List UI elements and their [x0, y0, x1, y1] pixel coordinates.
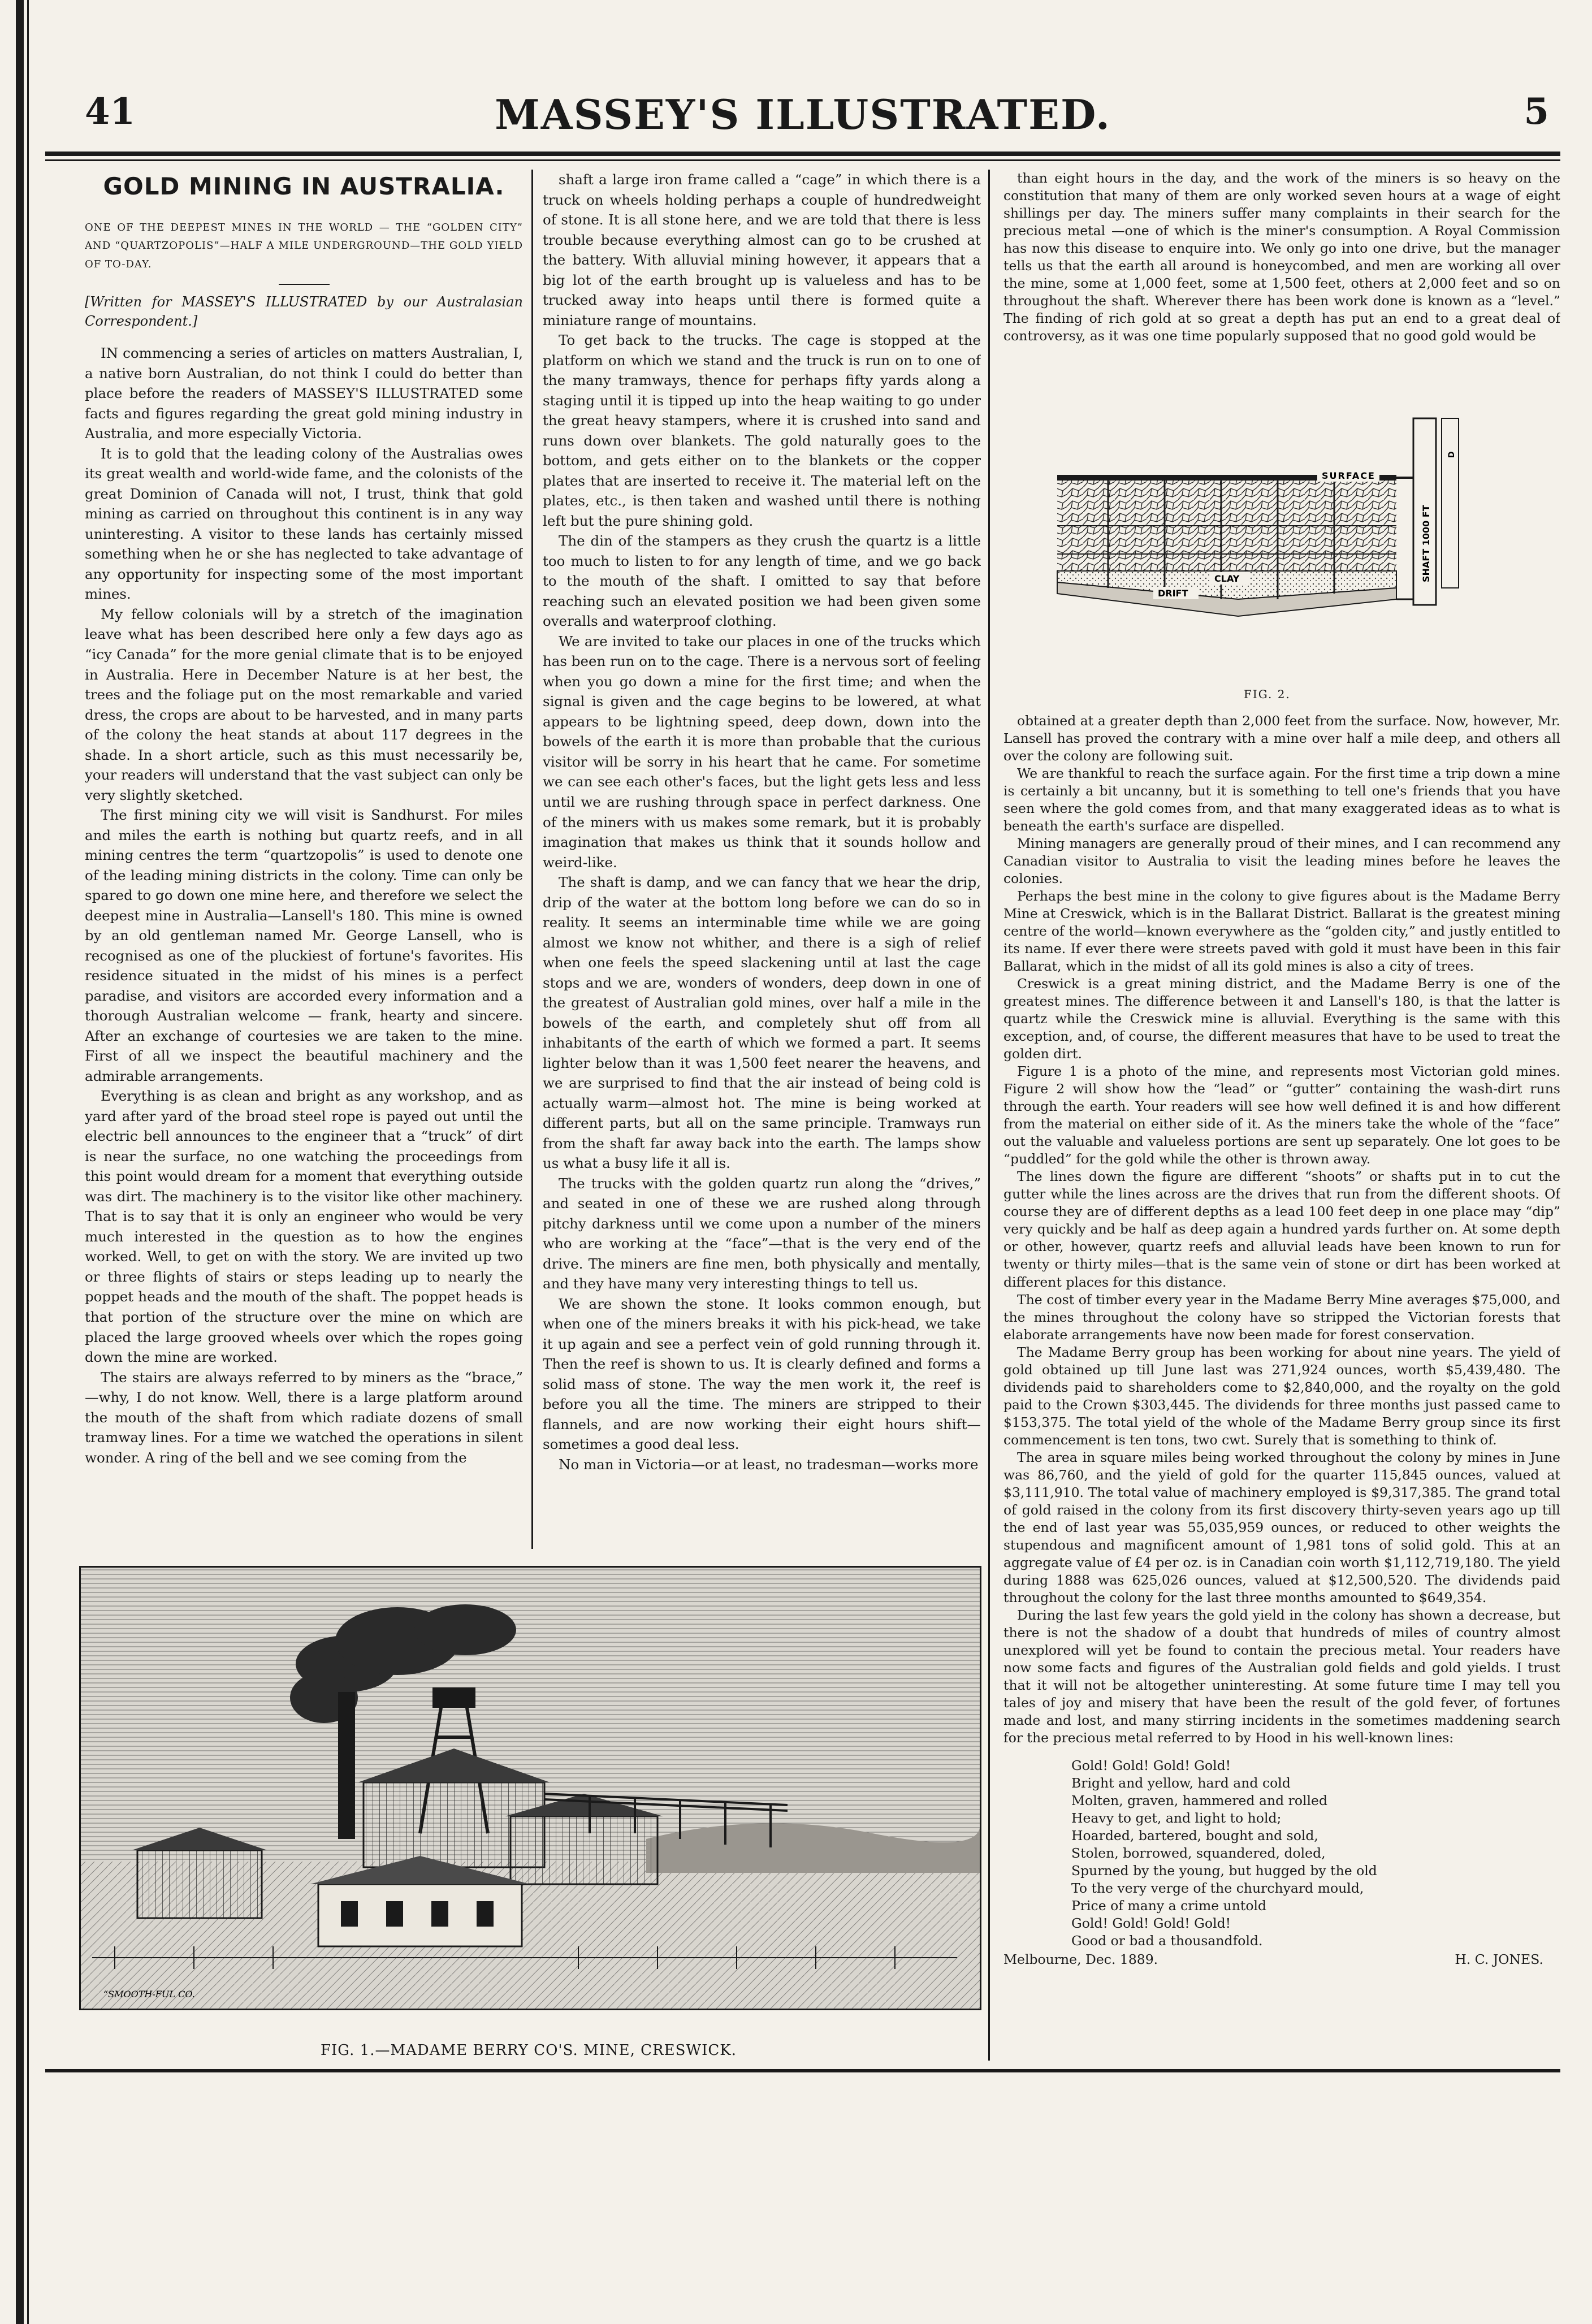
column-divider-2: [988, 170, 990, 2061]
fig1-engraver-mark: “SMOOTH-FUL CO.: [103, 1989, 195, 2000]
column-3-bottom: [1003, 712, 1560, 2063]
poem-line: Gold! Gold! Gold! Gold!: [1071, 1757, 1231, 1773]
article-subhead: ONE OF THE DEEPEST MINES IN THE WORLD — THE “GOLDEN CITY” AND “QUARTZOPOLIS”—HALF A MILE UNDERGROUND—THE GOLD YIELD OF TO-DAY.: [85, 221, 523, 270]
column-2-body: [543, 170, 981, 1475]
dateline: Melbourne, Dec. 1889.: [1003, 1951, 1158, 1968]
column-3-top: [1003, 170, 1560, 407]
figure-1-illustration: [79, 1566, 981, 2010]
column-1-body: [85, 343, 523, 1468]
column-divider-1: [531, 170, 533, 1549]
article-signoff: [1003, 1951, 1560, 1968]
paragraph: Everything is as clean and bright as any workshop, and as yard after yard of the broad steel rope is payed out until the electric bell announces to the engineer that a “truck” of dirt is near the surface, no one watching the proceedings from this point would dream for a moment that everything outside was dirt. The machinery is to the visitor like other machinery. That is to say that it is only an engineer who would be very much interested in the question as to how the engines worked. Well, to get on with the story. We are invited up two or three flights of stairs or steps leading up to nearly the poppet heads and the mouth of the shaft. The poppet heads is that portion of the structure over the mine on which are placed the large grooved wheels over which the ropes going down the mine are worked.: [85, 1088, 523, 1366]
figure-2-caption: FIG. 2.: [1244, 687, 1291, 701]
page-number-left: 41: [85, 90, 136, 133]
paragraph: We are thankful to reach the surface again. For the first time a trip down a mine is certainly a bit uncanny, but it is something to tell one's friends that you have seen where the gold comes from, and that many exaggerated ideas as to what is beneath the earth's surface are dispelled.: [1003, 765, 1560, 834]
header-rule-thin: [45, 159, 1560, 161]
paragraph: The stairs are always referred to by miners as the “brace,” —why, I do not know. Well, there is a large platform around the mouth of the shaft from which radiate dozens of small tramway lines. For a time we watched the operations in silent wonder. A ring of the bell and we see coming from the: [85, 1369, 523, 1466]
page-header: [45, 90, 1560, 153]
poem-line: Price of many a crime untold: [1071, 1898, 1267, 1914]
fig1-svg: [81, 1568, 980, 2009]
paragraph: The area in square miles being worked throughout the colony by mines in June was 86,760, and the yield of gold for the quarter 115,845 ounces, valued at $3,111,910. The total value of machinery employed is $9,317,385. The grand total of gold raised in the colony from its first discovery thirty-seven years ago up till the end of last year was 55,035,959 ounces, or reduced to other weights the stupendous and magnificent amount of 1,981 tons of solid gold. This at an aggregate value of £4 per oz. is in Canadian coin worth $1,112,719,180. The yield during 1888 was 625,026 ounces, valued at $12,500,520. The dividends paid throughout the colony for the last three months amounted to $649,354.: [1003, 1449, 1560, 1605]
paragraph: To get back to the trucks. The cage is stopped at the platform on which we stand and the truck is run on to one of the many tramways, thence for perhaps fifty yards along a staging until it is tipped up into the heap waiting to go under the great heavy stampers, where it is crushed into sand and runs down over blankets. The gold naturally goes to the bottom, and gets either on to the blankets or the copper plates that are inserted to receive it. The material left on the plates, etc., is then taken and washed until there is nothing left but the pure shining gold.: [543, 332, 981, 529]
paragraph: The cost of timber every year in the Madame Berry Mine averages $75,000, and the mines throughout the colony have so stripped the Victorian forests that elaborate arrangements have now been made for forest conservation.: [1003, 1291, 1560, 1343]
poem-line: Stolen, borrowed, squandered, doled,: [1071, 1845, 1326, 1861]
poem-line: To the very verge of the churchyard mould,: [1071, 1880, 1364, 1897]
poem-line: Bright and yellow, hard and cold: [1071, 1775, 1291, 1791]
paragraph: The shaft is damp, and we can fancy that we hear the drip, drip of the water at the bottom long before we can do so in reality. It seems an interminable time while we are going almost we know not whither, and there is a sigh of relief when one feels the speed slackening until at last the cage stops and we are, wonders of wonders, deep down in one of the greatest of Australian gold mines, over half a mile in the bowels of the earth, and completely shut off from all inhabitants of the earth of which we formed a part. It seems lighter below than it was 1,500 feet nearer the heavens, and we are surprised to find that the air instead of being cold is actually warm—almost hot. The mine is being worked at different parts, but all on the same principle. Tramways run from the shaft far away back into the earth. The lamps show us what a busy life it all is.: [543, 874, 981, 1172]
paragraph: The din of the stampers as they crush the quartz is a little too much to listen to for any length of time, and we go back to the mouth of the shaft. I omitted to say that before reaching such an elevated position we had been given some overalls and waterproof clothing.: [543, 533, 981, 630]
paragraph: obtained at a greater depth than 2,000 feet from the surface. Now, however, Mr. Lansell has proved the contrary with a mine over half a mile deep, and others all over the colony are following suit.: [1003, 713, 1560, 764]
paragraph: The first mining city we will visit is Sandhurst. For miles and miles the earth is nothing but quartz reefs, and in all mining centres the term “quartzopolis” is used to denote one of the leading mining districts in the colony. Time can only be spared to go down one mine here, and therefore we select the deepest mine in Australia—Lansell's 180. This mine is owned by an old gentleman named Mr. George Lansell, who is recognised as one of the pluckiest of fortune's favorites. His residence situated in the midst of his mines is a perfect paradise, and visitors are accorded every information and a thorough Australian welcome — frank, hearty and sincere. After an exchange of courtesies we are taken to the mine. First of all we inspect the beautiful machinery and the admirable arrangements.: [85, 807, 523, 1084]
paragraph: We are invited to take our places in one of the trucks which has been run on to the cage. There is a nervous sort of feeling when you go down a mine for the first time; and when the signal is given and the cage begins to be lowered, at what appears to be lightning speed, deep down, down into the bowels of the earth it is more than probable that the curious visitor will be sorry in his heart that he came. For sometime we can see each other's faces, but the light gets less and less until we are rushing through space in perfect darkness. One of the miners with us makes some remark, but it is probably imagination that makes us think that it sounds hollow and weird-like.: [543, 633, 981, 871]
column-2: [543, 170, 981, 1549]
column-3-top-body: [1003, 170, 1560, 345]
paragraph: The trucks with the golden quartz run along the “drives,” and seated in one of these we are rushed along through pitchy darkness until we come upon a number of the miners who are working at the “face”—that is the very end of the drive. The miners are fine men, both physically and mentally, and they have many very interesting things to tell us.: [543, 1175, 981, 1292]
paragraph: Mining managers are generally proud of their mines, and I can recommend any Canadian visitor to Australia to visit the leading mines before he leaves the colonies.: [1003, 836, 1560, 887]
fig2-secondary-shaft: [1442, 418, 1459, 588]
column-1: [85, 170, 523, 1555]
paragraph: No man in Victoria—or at least, no tradesman—works more: [559, 1456, 979, 1473]
paragraph: The Madame Berry group has been working for about nine years. The yield of gold obtained up till June last was 271,924 ounces, worth $5,439,480. The dividends paid to shareholders come to $2,840,000, and the royalty on the gold paid to the Crown $303,445. The dividends for three months just passed came to $153,375. The total yield of the whole of the Madame Berry group since its first commencement is ten tons, two cwt. Surely that is something to think of.: [1003, 1344, 1560, 1448]
poem-line: Gold! Gold! Gold! Gold!: [1071, 1915, 1231, 1932]
fig1-chimney: [338, 1692, 355, 1839]
masthead: MASSEY'S ILLUSTRATED.: [495, 90, 1111, 139]
poem-line: Hoarded, bartered, bought and sold,: [1071, 1827, 1318, 1843]
short-divider: [279, 284, 330, 285]
fig2-shaft2-label: D: [1447, 451, 1456, 458]
paragraph: Figure 1 is a photo of the mine, and represents most Victorian gold mines. Figure 2 will show how the “lead” or “gutter” containing the wash-dirt runs through the earth. Your readers will see how well defined it is and how different from the material on either side of it. As the miners take the whole of the “face” out the valuable and valueless portions are sent up separately. One lot goes to be “puddled” for the gold while the other is thrown away.: [1003, 1063, 1560, 1167]
paragraph: than eight hours in the day, and the work of the miners is so heavy on the constitution that many of them are only worked seven hours at a wage of eight shillings per day. The miners suffer many complaints in their search for the precious metal —one of which is the miner's consumption. A Royal Commission has now this disease to enquire into. We only go into one drive, but the manager tells us that the earth all around is honeycombed, and men are working all over the mine, some at 1,000 feet, some at 1,500 feet, others at 2,000 feet and so on throughout the shaft. Wherever there has been work done is known as a “level.” The finding of rich gold at so great a depth has put an end to a great deal of controversy, as it was one time popularly supposed that no good gold would be: [1003, 170, 1560, 344]
hood-poem: [1071, 1757, 1560, 1950]
article-byline: [Written for MASSEY'S ILLUSTRATED by our Australasian Correspondent.]: [85, 294, 523, 329]
paragraph: Creswick is a great mining district, and the Madame Berry is one of the greatest mines. The difference between it and Lansell's 180, is that the latter is quartz while the Creswick mine is alluvial. Everything is the same with this exception, and, of course, the different measures that have to be used to treat the golden dirt.: [1003, 976, 1560, 1062]
left-binding-rule-thin: [27, 0, 29, 2324]
fig2-svg: [1052, 413, 1470, 656]
signature: H. C. JONES.: [1455, 1951, 1543, 1968]
figure-2-diagram: [1052, 413, 1470, 656]
column-3-bottom-body: [1003, 712, 1560, 1747]
fig1-left-hut: [137, 1850, 262, 1918]
header-rule: [45, 152, 1560, 156]
poem-line: Heavy to get, and light to hold;: [1071, 1810, 1282, 1826]
fig2-clay-label: CLAY: [1214, 573, 1240, 584]
fig2-surface-label: SURFACE: [1322, 470, 1375, 481]
paragraph: Perhaps the best mine in the colony to give figures about is the Madame Berry Mine at Creswick, which is in the Ballarat District. Ballarat is the greatest mining centre of the world—known everywhere as the “golden city,” and justly entitled to its name. If ever there were streets paved with gold it must have been in this fair Ballarat, which in the midst of all its gold mines is also a city of trees.: [1003, 888, 1560, 975]
poem-line: Molten, graven, hammered and rolled: [1071, 1792, 1327, 1808]
paragraph: IN commencing a series of articles on matters Australian, I, a native born Australian, do not think I could do better than place before the readers of MASSEY'S ILLUSTRATED some facts and figures regarding the great gold mining industry in Australia, and more especially Victoria.: [85, 345, 523, 442]
page-number-right: 5: [1524, 90, 1549, 133]
paragraph: We are shown the stone. It looks common enough, but when one of the miners breaks it with his pick-head, we take it up again and see a perfect vein of gold running through it. Then the reef is shown to us. It is clearly defined and forms a solid mass of stone. The way the men work it, the reef is before you all the time. The miners are stripped to their flannels, and are now working their eight hours shift—sometimes a good deal less.: [543, 1295, 981, 1453]
paragraph: My fellow colonials will by a stretch of the imagination leave what has been described here only a few days ago as “icy Canada” for the more genial climate that is to be enjoyed in Australia. Here in December Nature is at her best, the trees and the foliage put on the most remarkable and varied dress, the crops are about to be harvested, and in many parts of the colony the heat stands at about 117 degrees in the shade. In a short article, such as this must necessarily be, your readers will understand that the vast subject can only be very slightly sketched.: [85, 605, 523, 803]
fig2-shaft-label: SHAFT 1000 FT: [1421, 505, 1431, 582]
footer-rule: [45, 2069, 1560, 2072]
paragraph: During the last few years the gold yield in the colony has shown a decrease, but there is not the shadow of a doubt that hundreds of miles of country almost unexplored will yet be found to contain the precious metal. Your readers have now some facts and figures of the Australian gold fields and gold yields. I trust that it will not be altogether uninteresting. At some future time I may tell you tales of joy and misery that have been the result of the gold fever, of fortunes made and lost, and many stirring incidents in the sometimes maddening search for the precious metal referred to by Hood in his well-known lines:: [1003, 1607, 1560, 1746]
fig2-drift-label: DRIFT: [1158, 588, 1188, 599]
article-title: GOLD MINING IN AUSTRALIA.: [103, 172, 505, 200]
paragraph: shaft a large iron frame called a “cage” in which there is a truck on wheels holding perhaps a couple of hundredweight of stone. It is all stone here, and we are told that there is less trouble because everything almost can go to be crushed at the battery. With alluvial mining however, it appears that a big lot of the earth brought up is valueless and has to be trucked away into heaps until there is formed quite a miniature range of mountains.: [543, 171, 981, 328]
paragraph: The lines down the figure are different “shoots” or shafts put in to cut the gutter while the lines across are the drives that run from the different shoots. Of course they are of different depths as a lead 100 feet deep in one place may “dip” very quickly and be half as deep again a hundred yards further on. At some depth or other, however, quartz reefs and alluvial leads have been known to run for twenty or thirty miles—that is the same vein of stone or dirt has been worked at different places for this distance.: [1003, 1169, 1560, 1290]
poem-line: Spurned by the young, but hugged by the old: [1071, 1863, 1377, 1879]
left-binding-rule: [16, 0, 24, 2324]
figure-1-caption: FIG. 1.—MADAME BERRY CO'S. MINE, CRESWICK.: [320, 2042, 737, 2059]
poem-line: Good or bad a thousandfold.: [1071, 1933, 1263, 1949]
paragraph: It is to gold that the leading colony of the Australias owes its great wealth and world-wide fame, and the colonists of the great Dominion of Canada will not, I trust, think that gold mining as carried on throughout this continent is in any way uninteresting. A visitor to these lands has certainly missed something when he or she has neglected to take advantage of any opportunity for inspecting some of the most important mines.: [85, 445, 523, 603]
